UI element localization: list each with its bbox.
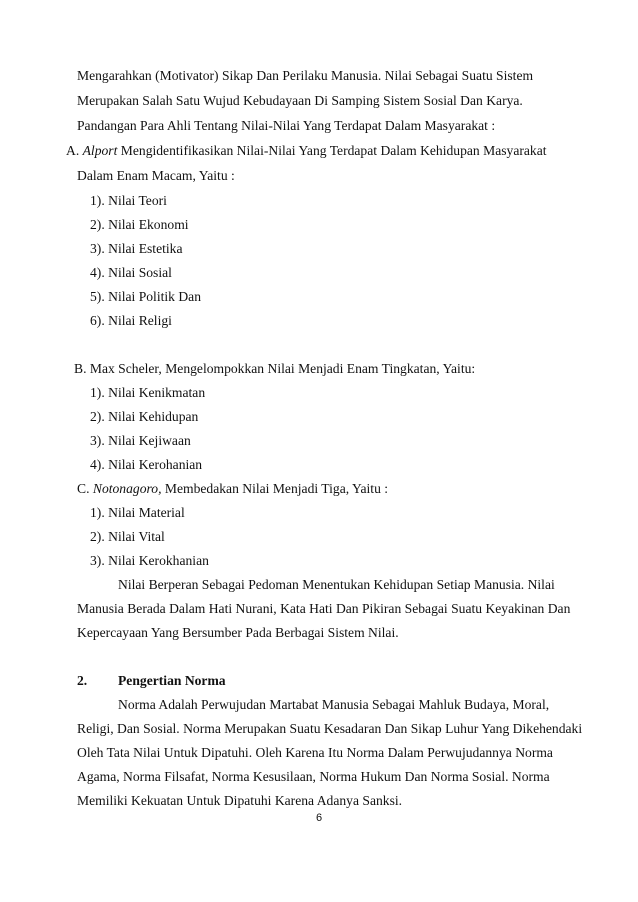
role-line-3: Kepercayaan Yang Bersumber Pada Berbagai Sistem Nilai. [77, 625, 399, 640]
role-line-2: Manusia Berada Dalam Hati Nurani, Kata Hati Dan Pikiran Sebagai Suatu Keyakinan Dan [77, 601, 571, 616]
list-item: 3). Nilai Kerokhanian [90, 553, 209, 568]
intro-line-2: Merupakan Salah Satu Wujud Kebudayaan Di Samping Sistem Sosial Dan Karya. [77, 93, 523, 108]
section-b-heading: B. Max Scheler, Mengelompokkan Nilai Menjadi Enam Tingkatan, Yaitu: [74, 361, 476, 376]
intro-line-1: Mengarahkan (Motivator) Sikap Dan Perilaku Manusia. Nilai Sebagai Suatu Sistem [77, 68, 534, 83]
list-item: 2). Nilai Kehidupan [90, 409, 199, 424]
section-c-heading [77, 481, 388, 497]
norma-line-4: Agama, Norma Filsafat, Norma Kesusilaan, Norma Hukum Dan Norma Sosial. Norma [77, 769, 550, 784]
page-number: 6 [315, 812, 323, 824]
section-a-author: Alport [82, 143, 118, 158]
norma-line-5: Memiliki Kekuatan Untuk Dipatuhi Karena Adanya Sanksi. [77, 793, 403, 808]
section-2-title: Pengertian Norma [118, 673, 226, 688]
list-item: 4). Nilai Kerohanian [90, 457, 203, 472]
list-item: 2). Nilai Ekonomi [90, 217, 189, 232]
section-a-heading [66, 143, 547, 159]
intro-line-3: Pandangan Para Ahli Tentang Nilai-Nilai Yang Terdapat Dalam Masyarakat : [77, 118, 496, 133]
list-item: 3). Nilai Kejiwaan [90, 433, 191, 448]
section-2-number: 2. [77, 673, 88, 688]
norma-line-3: Oleh Tata Nilai Untuk Dipatuhi. Oleh Karena Itu Norma Dalam Perwujudannya Norma [77, 745, 553, 760]
list-item: 2). Nilai Vital [90, 529, 165, 544]
norma-line-1: Norma Adalah Perwujudan Martabat Manusia Sebagai Mahluk Budaya, Moral, [118, 697, 550, 712]
section-a-marker: A. [66, 143, 80, 158]
section-a-heading-cont: Dalam Enam Macam, Yaitu : [77, 168, 235, 183]
list-item: 1). Nilai Teori [90, 193, 167, 208]
section-a-text: Mengidentifikasikan Nilai-Nilai Yang Terdapat Dalam Kehidupan Masyarakat [117, 143, 547, 158]
list-item: 3). Nilai Estetika [90, 241, 183, 256]
section-c-text: Membedakan Nilai Menjadi Tiga, Yaitu : [161, 481, 389, 496]
norma-line-2: Religi, Dan Sosial. Norma Merupakan Suatu Kesadaran Dan Sikap Luhur Yang Dikehendaki [77, 721, 583, 736]
list-item: 1). Nilai Kenikmatan [90, 385, 206, 400]
list-item: 6). Nilai Religi [90, 313, 172, 328]
section-c-marker: C. [77, 481, 90, 496]
section-c-author: Notonagoro, [92, 481, 162, 496]
role-line-1: Nilai Berperan Sebagai Pedoman Menentukan Kehidupan Setiap Manusia. Nilai [118, 577, 555, 592]
list-item: 1). Nilai Material [90, 505, 185, 520]
list-item: 4). Nilai Sosial [90, 265, 172, 280]
list-item: 5). Nilai Politik Dan [90, 289, 202, 304]
